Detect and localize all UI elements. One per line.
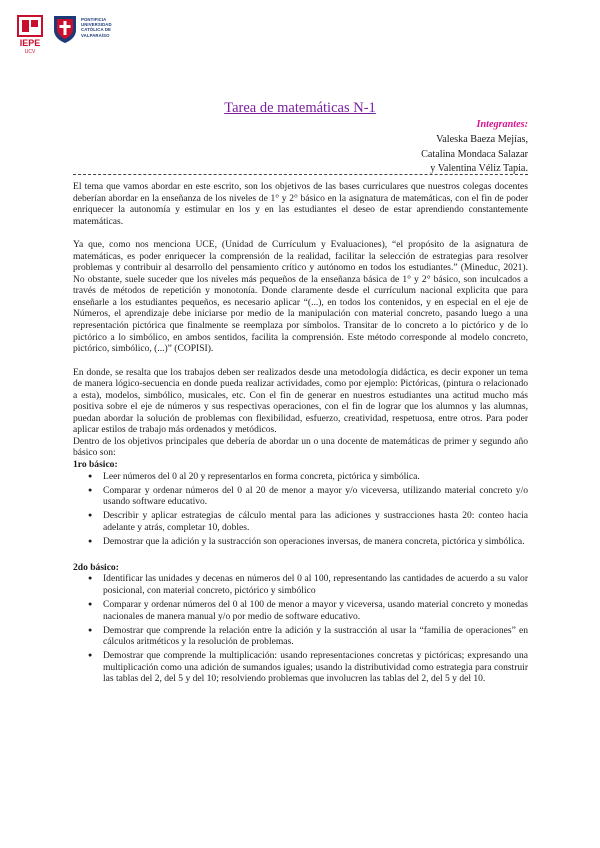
integrante-name: Valeska Baeza Mejías, — [436, 133, 528, 145]
integrante-name: y Valentina Véliz Tapia. — [430, 163, 528, 175]
paragraph-spacer — [73, 355, 528, 367]
ucv-logo-text — [81, 17, 112, 38]
ucv-logo — [52, 14, 112, 44]
integrantes-label: Integrantes: — [476, 119, 528, 130]
header-logos — [16, 14, 112, 54]
paragraph-intro: El tema que vamos abordar en este escrito, son los objetivos de las bases curriculares que nuestros colegas docentes deberían abordar en la enseñanza de los niveles de 1° y 2° básico en la asignatura de matemáticas, con el fin de poder enriquecer la autonomía y estimular en los y en las estudiantes el deseo de estar aprendiendo constantemente matemáticas. — [73, 181, 528, 227]
paragraph-metodologia: En donde, se resalta que los trabajos deben ser realizados desde una metodología didáctica, es decir exponer un tema de manera lógico-secuencia en donde pueda realizar actividades, como por ejemplo: Pictóricas, (pintura o relacionado a esta), modelos, simbólico, musicales, etc. Con el fin de generar en nuestros estudiantes una actitud mucho más positiva sobre el eje de números y sus respectivas operaciones, con el fin de lograr que los alumnos y las alumnas, puedan abordar la solución de problemas con flexibilidad, esfuerzo, creatividad, respetuosa, entre otros. Para poder aplicar estilos de trabajo más ordenados y metódicos. — [73, 366, 528, 436]
iepe-logo-text: IEPE — [19, 38, 41, 48]
section-divider — [73, 174, 528, 175]
list-item: ● Comparar y ordenar números del 0 al 20 de menor a mayor y/o viceversa, utilizando material concreto y/o usando software educativo. — [73, 485, 528, 508]
paragraph-uce: Ya que, como nos menciona UCE, (Unidad de Currículum y Evaluaciones), “el propósito de la asignatura de matemáticas, es poder enriquecer la comprensión de la realidad, facilitar la selección de estrategias para resolver problemas y contribuir al desarrollo del pensamiento crítico y autónomo en todos los estudiantes.” (Mineduc, 2021). No obstante, suele suceder que los niveles más pequeños de la enseñanza básica de 1° y 2° básico, son inculcados a través de métodos de repetición y monotonía. Donde claramente desde el currículum nacional explicita que para enseñarle a los estudiantes pequeños, es necesario aplicar “(...), en todos los contenidos, y en especial en el eje de Números, el aprendizaje debe iniciarse por medio de la manipulación con material concreto, pasando luego a una representación pictórica que finalmente se reemplaza por símbolos. Transitar de lo concreto a lo pictórico y de lo pictórico a lo simbólico, en ambos sentidos, facilita la comprensión. Este método corresponde al modelo concreto, pictórico, simbólico, (...)” (COPISI). — [73, 239, 528, 355]
ucv-shield-icon — [52, 14, 78, 44]
level-heading-1ro: 1ro básico: — [73, 459, 118, 471]
ucv-logo-line: CATÓLICA DE — [81, 27, 111, 33]
list-item: ● Leer números del 0 al 20 y representarlos en forma concreta, pictórica y simbólica. — [73, 471, 528, 483]
iepe-logo-icon — [16, 14, 44, 54]
paragraph-objetivos: Dentro de los objetivos principales que debería de abordar un o una docente de matemáticas de primer y segundo año básico son: — [73, 435, 528, 459]
document-title: Tarea de matemáticas N-1 — [224, 100, 376, 116]
list-item: ● Comparar y ordenar números del 0 al 100 de menor a mayor y viceversa, usando material concreto y monedas nacionales de manera manual y/o por medio de software educativo. — [73, 599, 528, 622]
iepe-logo-subtext: UCV — [24, 49, 36, 54]
integrante-name: Catalina Mondaca Salazar — [421, 148, 528, 160]
document-body — [73, 181, 528, 687]
objectives-list-2do — [73, 573, 528, 684]
ucv-logo-line: PONTIFICIA — [81, 17, 107, 22]
objectives-list-1ro — [73, 471, 528, 548]
level-heading-2do: 2do básico: — [73, 561, 119, 573]
list-item: ● Demostrar que la adición y la sustracción son operaciones inversas, de manera concreta, pictórica y simbólica. — [73, 536, 528, 548]
ucv-logo-line: VALPARAÍSO — [81, 32, 110, 38]
ucv-logo-line: UNIVERSIDAD — [81, 22, 112, 28]
section-spacer — [73, 550, 528, 562]
list-item: ● Demostrar que comprende la relación entre la adición y la sustracción al usar la “familia de operaciones” en cálculos aritméticos y la resolución de problemas. — [73, 625, 528, 648]
iepe-logo — [16, 14, 44, 54]
paragraph-spacer — [73, 227, 528, 239]
list-item: ● Demostrar que comprende la multiplicación: usando representaciones concretas y pictóricas; expresando una multiplicación como una adición de sumandos iguales; usando la distributividad como estrategia para construir las tablas del 2, del 5 y del 10; resolviendo problemas que involucren las tablas del 2, del 5 y del 10. — [73, 650, 528, 685]
list-item: ● Identificar las unidades y decenas en números del 0 al 100, representando las cantidades de acuerdo a su valor posicional, con material concreto, pictórico y simbólico — [73, 573, 528, 596]
list-item: ● Describir y aplicar estrategias de cálculo mental para las adiciones y sustracciones hasta 20: conteo hacia adelante y atrás, completar 10, dobles. — [73, 510, 528, 533]
integrantes-block — [421, 118, 528, 177]
